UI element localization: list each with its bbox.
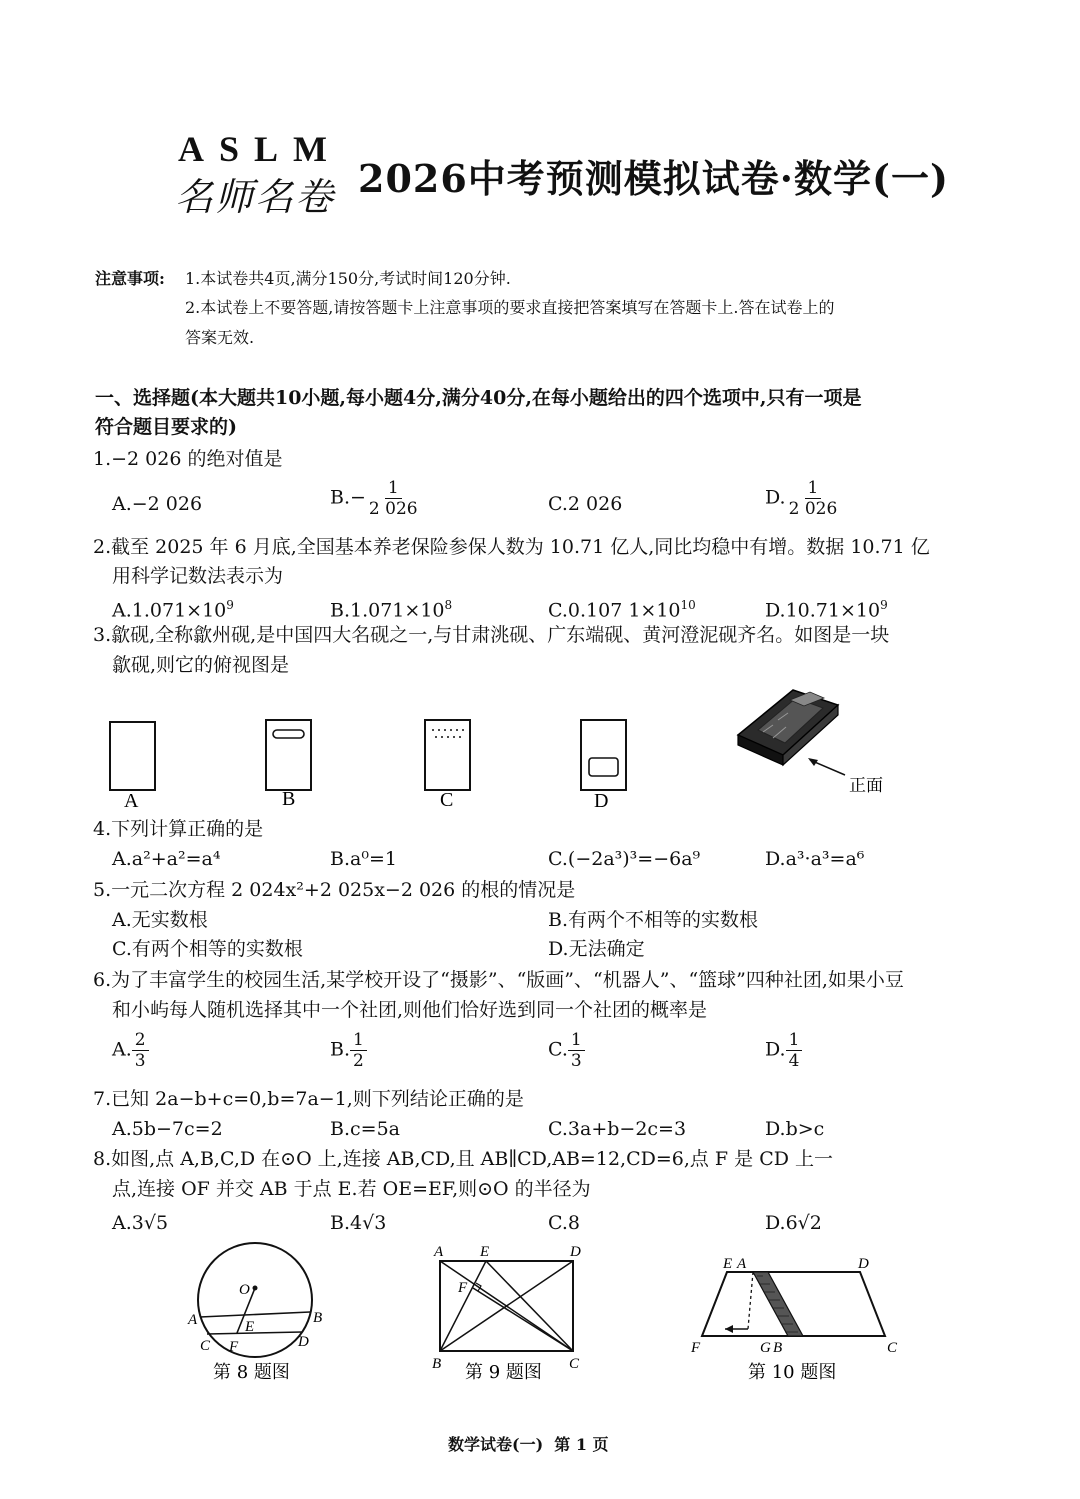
q1-option-a: A.−2 026 [112, 493, 203, 515]
q2-line-2: 用科学记数法表示为 [112, 565, 284, 587]
q3-label-d: D [594, 790, 609, 812]
notice-line-3: 答案无效. [185, 328, 255, 347]
q8-option-c: C.8 [548, 1212, 580, 1234]
fig10-label-e: E [723, 1256, 733, 1272]
fig10-caption: 第 10 题图 [748, 1362, 837, 1383]
fig8-label-d: D [298, 1334, 309, 1350]
q8-option-b: B.4√3 [330, 1212, 387, 1234]
q3-view-options [100, 710, 660, 820]
q7-stem: 7.已知 2a−b+c=0,b=7a−1,则下列结论正确的是 [93, 1088, 524, 1110]
fig10-label-d: D [858, 1256, 869, 1272]
q1-option-d: D. $\frac{1}{2 026}$ [765, 478, 838, 519]
inkstone-illustration [728, 680, 908, 795]
q2-option-c: C.0.107 $1\times 10^{10}$ [548, 598, 696, 622]
q3-line-1: 3.歙砚,全称歙州砚,是中国四大名砚之一,与甘肃洮砚、广东端砚、黄河澄泥砚齐名。如图是一块 [93, 624, 890, 646]
q3-label-a: A [124, 790, 139, 812]
q4-option-a: A.a²+a²=a⁴ [112, 848, 221, 870]
section-heading-1: 一、选择题(本大题共10小题,每小题4分,满分40分,在每小题给出的四个选项中,只有一项是 [95, 387, 862, 409]
figure-9 [428, 1240, 593, 1390]
q6-option-d: D. $\frac{1}{4}$ [765, 1030, 802, 1071]
page-footer: 数学试卷(一) 第 1 页 [448, 1435, 609, 1454]
q1-option-c: C.2 026 [548, 493, 623, 515]
q5-option-b: B.有两个不相等的实数根 [548, 909, 759, 931]
q1-option-b: B.− $\frac{1}{2 026}$ [330, 478, 418, 519]
notice-line-1: 1.本试卷共4页,满分150分,考试时间120分钟. [185, 269, 511, 288]
logo-cn: 名师名卷 [175, 175, 336, 219]
fig9-label-d: D [570, 1244, 581, 1260]
q3-view-a-shape [110, 722, 155, 790]
fig8-caption: 第 8 题图 [213, 1362, 290, 1383]
front-label: 正面 [849, 776, 883, 795]
q5-option-d: D.无法确定 [548, 938, 645, 960]
q1-stem: 1.−2 026 的绝对值是 [93, 448, 283, 470]
q3-label-b: B [282, 788, 296, 810]
q8-line-2: 点,连接 OF 并交 AB 于点 E.若 OE=EF,则⊙O 的半径为 [112, 1178, 591, 1200]
q7-option-c: C.3a+b−2c=3 [548, 1118, 687, 1140]
fig9-label-e: E [480, 1244, 490, 1260]
q7-option-a: A.5b−7c=2 [112, 1118, 223, 1140]
page-title: 2026中考预测模拟试卷·数学(一) [358, 156, 949, 201]
fig10-label-g: G [760, 1340, 771, 1356]
q5-option-c: C.有两个相等的实数根 [112, 938, 303, 960]
q5-option-a: A.无实数根 [112, 909, 208, 931]
q6-option-c: C. $\frac{1}{3}$ [548, 1030, 585, 1071]
fig10-label-c: C [887, 1340, 898, 1356]
q7-option-d: D.b>c [765, 1118, 825, 1140]
notice-line-2: 2.本试卷上不要答题,请按答题卡上注意事项的要求直接把答案填写在答题卡上.答在试卷上的 [185, 298, 835, 317]
q2-option-d: $D.10.71\times 10^9$ [765, 598, 888, 622]
fig9-label-c: C [569, 1356, 580, 1372]
q3-line-2: 歙砚,则它的俯视图是 [112, 654, 290, 676]
q5-stem: 5.一元二次方程 2 024x²+2 025x−2 026 的根的情况是 [93, 879, 576, 901]
section-heading-2: 符合题目要求的) [95, 416, 237, 438]
q2-line-1: 2.截至 2025 年 6 月底,全国基本养老保险参保人数为 10.71 亿人,同比均稳中有增。数据 10.71 亿 [93, 536, 930, 558]
q6-line-2: 和小屿每人随机选择其中一个社团,则他们恰好选到同一个社团的概率是 [112, 999, 708, 1021]
q4-stem: 4.下列计算正确的是 [93, 818, 264, 840]
q4-option-b: B.a⁰=1 [330, 848, 397, 870]
fig8-label-c: C [200, 1338, 211, 1354]
logo-en: ASLM [178, 129, 343, 169]
fig9-caption: 第 9 题图 [465, 1362, 542, 1383]
notice-label: 注意事项: [95, 269, 165, 288]
q3-view-d-shape [581, 720, 626, 790]
fig9-label-f: F [458, 1280, 468, 1296]
fig8-label-f: F [229, 1339, 239, 1355]
fig8-label-o: O [239, 1282, 250, 1298]
q2-option-b: $B.1.071\times 10^8$ [330, 598, 453, 622]
figure-10 [685, 1240, 905, 1390]
fig8-label-a: A [188, 1312, 198, 1328]
q6-option-a: A. $\frac{2}{3}$ [112, 1030, 149, 1071]
q6-line-1: 6.为了丰富学生的校园生活,某学校开设了“摄影”、“版画”、“机器人”、“篮球”四种社团,如果小豆 [93, 969, 904, 991]
fig8-label-e: E [245, 1319, 255, 1335]
q2-option-a: $A.1.071\times 10^9$ [112, 598, 234, 622]
q4-option-d: D.a³·a³=a⁶ [765, 848, 865, 870]
q6-option-b: B. $\frac{1}{2}$ [330, 1030, 367, 1071]
fig10-label-a: A [737, 1256, 747, 1272]
fig9-label-a: A [434, 1244, 444, 1260]
q8-line-1: 8.如图,点 A,B,C,D 在⊙O 上,连接 AB,CD,且 AB∥CD,AB=12,CD=6,点 F 是 CD 上一 [93, 1148, 833, 1170]
fig9-label-b: B [432, 1356, 442, 1372]
q8-option-d: D.6√2 [765, 1212, 822, 1234]
q7-option-b: B.c=5a [330, 1118, 400, 1140]
figure-8 [185, 1240, 330, 1390]
fig10-label-f: F [691, 1340, 701, 1356]
q8-option-a: A.3√5 [112, 1212, 169, 1234]
q4-option-c: C.(−2a³)³=−6a⁹ [548, 848, 701, 870]
fig10-label-b: B [773, 1340, 783, 1356]
fig8-label-b: B [313, 1310, 323, 1326]
q3-label-c: C [440, 789, 454, 811]
